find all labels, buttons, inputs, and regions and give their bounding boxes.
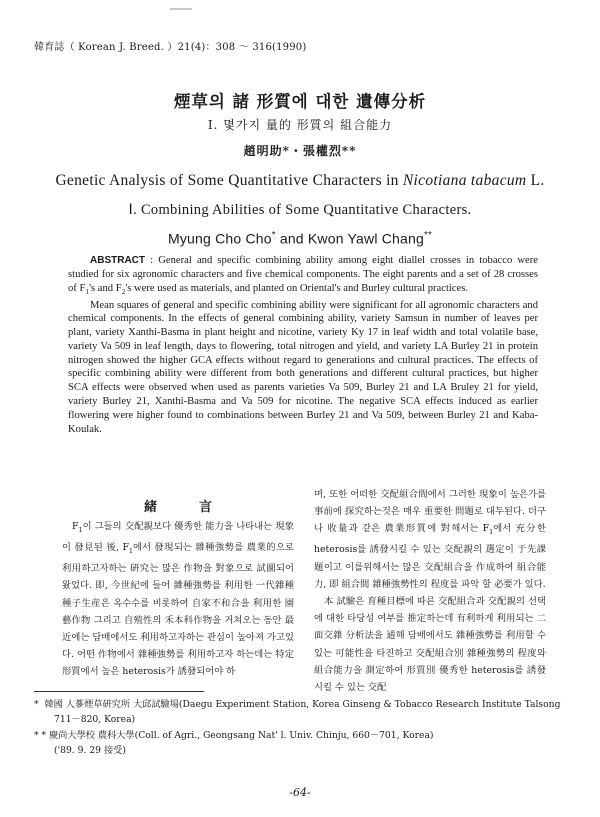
subscript: 1 (489, 528, 494, 537)
footnotes (34, 697, 564, 759)
left-column (62, 518, 294, 681)
intro-text: 며, 또한 어떠한 交配組合間에서 그러한 現象이 높은가를 事前에 探究하는것은 매우 重要한 問題로 대두된다. 더구나 收量과 같은 農業形質에 對해서는 F (314, 489, 546, 535)
authors-korean: 趙明助*・張權烈** (243, 144, 357, 158)
right-column (314, 486, 546, 696)
abstract-text-b: 's and F (89, 282, 122, 294)
section-heading-introduction: 緒言 (143, 500, 254, 515)
footnote-1 (34, 697, 564, 728)
footnote-rule (34, 691, 204, 692)
authors-and: and Kwon Yawl Chang (275, 230, 424, 247)
subscript: 1 (128, 546, 134, 555)
subtitle-korean: Ⅰ. 몇가지 量的 形質의 組合能力 (207, 118, 393, 132)
abstract-paragraph-1 (68, 254, 538, 299)
intro-text: 에서 充分한 heterosis를 誘發시킬 수 있는 交配親의 選定이 于先課題이고 이를위해서는 많은 交配組合을 作成하여 組合能力, 即 組合間 雜種強勢性의 程度를 파악 할 必要가 있다. (314, 523, 546, 590)
subscript: 2 (121, 286, 126, 296)
abstract-text-c: 's were used as materials, and planted on Oriental's and Burley cultural practices. (125, 282, 469, 294)
footnote-2 (34, 728, 564, 743)
title-english (0, 172, 600, 190)
intro-paragraph-2: 本 試驗은 育種目標에 따른 交配組合과 交配親의 선택에 대한 타당성 여부를 推定하는데 有利하게 利用되는 二面交雜 分析法을 通해 담배에서도 雜種強勢를 利用할 수 있는 可能性을 타진하고 交配組合別 雜種強勢의 程度와 組合能力을 測定하여 形質別 優秀한 heterosis를 誘發시킬 수 있는 交配 (314, 596, 546, 694)
subtitle-english: Ⅰ. Combining Abilities of Some Quantitative Characters. (128, 202, 472, 218)
received-date: ('89. 9. 29 接受) (54, 745, 126, 757)
authors-english (0, 230, 600, 247)
journal-reference: 韓育誌（ Korean J. Breed. ）21(4)：308 ～ 316(1990) (34, 42, 307, 53)
subscript: 1 (85, 286, 90, 296)
footnote-mark: * (34, 699, 39, 710)
title-korean: 煙草의 諸 形質에 대한 遺傳分析 (173, 92, 427, 111)
intro-text: 이 그들의 交配親보다 優秀한 能力을 나타내는 現象이 發見된 後, F (62, 521, 294, 554)
abstract-text-a: : General and specific combining ability among eight diallel crosses in tobacco were studied for six agronomic characters and five chemical components. The eight parents and a set of 28 crosses of F (68, 255, 538, 294)
footnote-mark: * * (34, 729, 47, 741)
scan-artifact (170, 8, 192, 10)
title-en-prefix: Genetic Analysis of Some Quantitative Characters in (55, 172, 403, 189)
intro-text: 에서 發現되는 雜種強勢를 農業的으로 利用하고자하는 硏究는 많은 作物을 對象으로 試圖되어 왔었다. 即, 今世紀에 들어 雜種強勢를 利用한 一代雜種 種子生産은 옥수수를 비롯하여 自家不和合을 利用한 園藝作物 그리고 自殖性의 禾本科作物을 거쳐오는 동안 最近에는 담배에서도 利用하고자하는 관심이 높아져 가고있다. 어떤 作物에서 雜種強勢를 利用하고자 하는데는 特定形質에서 높은 heterosis가 誘發되어야 하 (62, 542, 295, 678)
abstract (68, 254, 538, 436)
author1-name: Myung Cho Cho (167, 230, 272, 247)
intro-paragraph-1 (62, 518, 294, 681)
footnote-text: 韓國 人蔘煙草硏究所 大邱試驗場(Daegu Experiment Station, Korea Ginseng & Tobacco Research Institute Talsong 711－820, Korea) (44, 699, 561, 726)
title-en-species: Nicotiana tabacum (402, 172, 527, 189)
abstract-paragraph-2: Mean squares of general and specific combining ability were significant for all agronomic characters and chemical components. In the effects of general combining ability, variety Samsun in number of leaves per plant, variety Xanthi-Basma in plant height and nicotine, variety Ky 17 in leaf width and total volatile base, variety Va 509 in leaf length, days to flowering, total nitrogen and yield, and variety LA Burley 21 in protein nitrogen showed the higher GCA effects without regard to generations and cultural practices. The effects of specific combining ability were different from both generations and different cultural practices, but higher SCA effects were observed when used as parents varieties Va 509, Burley 21 and LA Bruley 21 for yield, variety Burley 21, Xanthi-Basma and Va 509 for nicotine. The negative SCA effects induced as earlier flowering were higher found to combinations between Burley 21 and Va 509, between Burley 21 and Kaba-Koulak. (68, 299, 538, 435)
author1-mark: * (271, 230, 276, 241)
subscript: 1 (78, 525, 83, 534)
title-en-suffix: L. (526, 172, 545, 189)
footnote-text: 慶尚大學校 農科大學(Coll. of Agri., Geongsang Nat' l. Univ. Chinju, 660－701, Korea) (49, 729, 434, 741)
intro-text: F (72, 521, 79, 532)
page-number: -64- (289, 786, 311, 799)
abstract-label: ABSTRACT (90, 255, 145, 266)
intro-paragraph-1-continued (314, 486, 546, 593)
author2-mark: ** (424, 230, 433, 241)
